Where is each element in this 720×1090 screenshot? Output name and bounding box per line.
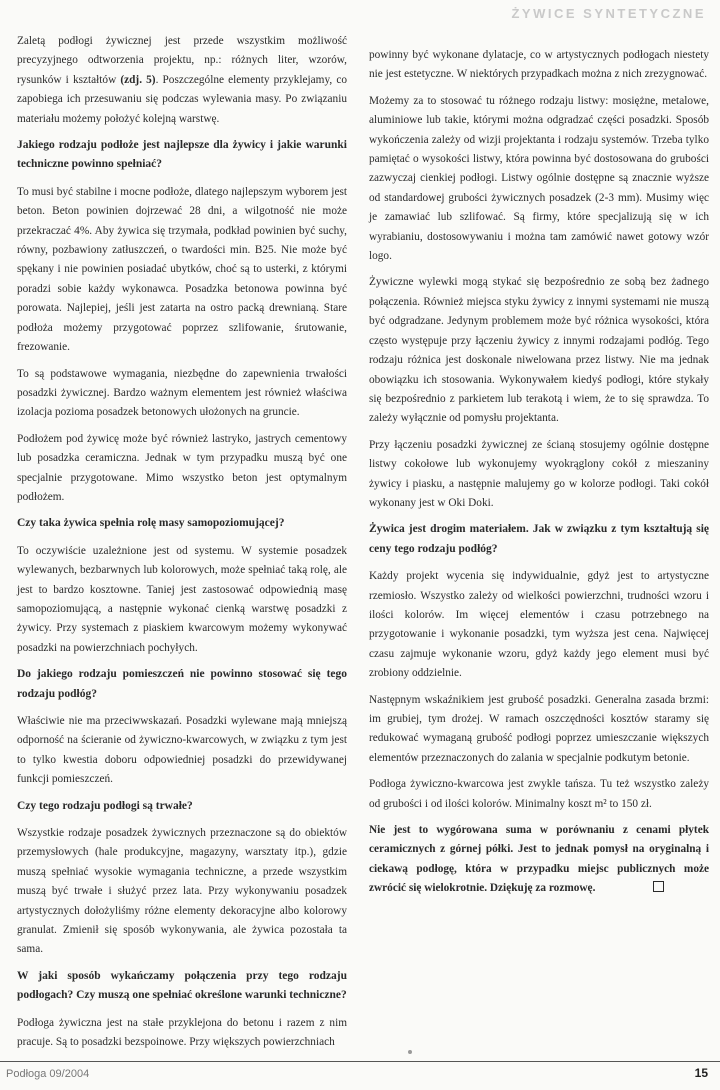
paragraph: Przy łączeniu posadzki żywicznej ze ścianą stosujemy ogólnie dostępne listwy cokołowe lub wykonujemy wyokrąglony cokół z mieszaniny żywicy i piasku, a następnie malujemy go w kolorze podłogi. Taki cokół wykonany jest w Oki Doki. <box>369 438 709 509</box>
question-heading: Żywica jest drogim materiałem. Jak w związku z tym kształtują się ceny tego rodzaju podłóg? <box>369 523 709 555</box>
end-of-article-icon <box>653 881 664 892</box>
footer-divider <box>0 1061 720 1062</box>
text-run: Nie jest to wygórowana suma w porównaniu z cenami płytek ceramicznych z górnej półki. Jest to jednak pomysł na oryginalną i ciekawą podłogę, która w przypadku miejsc publicznych może zwrócić się wielokrotnie. Dziękuję za rozmowę. <box>369 824 709 895</box>
decorative-dot <box>408 1050 412 1054</box>
paragraph: Następnym wskaźnikiem jest grubość posadzki. Generalna zasada brzmi: im grubiej, tym drożej. W ramach oszczędności kosztów staramy się redukować wymaganą grubość podłogi poprzez umieszczanie większych elementów przeznaczonych do zalania w specjalnie podkutym betonie. <box>369 693 709 764</box>
photo-reference: (zdj. 5) <box>120 73 156 86</box>
paragraph: To są podstawowe wymagania, niezbędne do zapewnienia trwałości posadzki żywicznej. Bardzo ważnym elementem jest również właściwa izolacja pozioma posadzek betonowych ułożonych na gruncie. <box>17 367 347 419</box>
paragraph <box>17 32 347 129</box>
paragraph: powinny być wykonane dylatacje, co w artystycznych podłogach niestety nie jest estetyczne. W niektórych przypadkach można z nich zrezygnować. <box>369 49 709 81</box>
page-number: 15 <box>694 1066 708 1080</box>
text-run: . Poszczególne elementy przyklejamy, co zapobiega ich przesuwaniu się podczas wylewania masy. Po związaniu materiału możemy położyć kolejną warstwę. <box>17 73 347 125</box>
closing-paragraph <box>369 821 709 899</box>
question-heading: Do jakiego rodzaju pomieszczeń nie powinno stosować się tego rodzaju podłóg? <box>17 668 347 700</box>
paragraph: Podłoga żywiczna jest na stałe przyklejona do betonu i razem z nim pracuje. Są to posadzki bezspoinowe. Przy większych powierzchniach <box>17 1016 347 1049</box>
question-heading: W jaki sposób wykańczamy połączenia przy tego rodzaju podłogach? Czy muszą one spełniać określone warunki techniczne? <box>17 969 347 1002</box>
paragraph: Właściwie nie ma przeciwwskazań. Posadzki wylewane mają mniejszą odporność na ścieranie od żywiczno-kwarcowych, w związku z tym jest to tylko kwestia doboru odpowiedniej posadzki do przewidywanej funkcji pomieszczeń. <box>17 715 347 786</box>
paragraph: Podłoga żywiczno-kwarcowa jest zwykle tańsza. Tu też wszystko zależy od grubości i od ilości kolorów. Minimalny koszt m² to 150 zł. <box>369 778 709 810</box>
right-column <box>369 46 709 906</box>
question-heading: Czy taka żywica spełnia rolę masy samopoziomującej? <box>17 517 285 530</box>
paragraph: Żywiczne wylewki mogą stykać się bezpośrednio ze sobą bez żadnego połączenia. Również miejsca styku żywicy z innymi systemami nie muszą być odgradzane. Jedynym problemem może być różnica wysokości, która często występuje przy łączeniu żywicy z innymi rodzajami podłóg. Tego rodzaju różnica jest doskonale niwelowana przez listwy. Nie ma jednak obowiązku ich stosowania. Wykonywałem kiedyś podłogi, które stykały się bezpośrednio z parkietem lub terakotą i wiem, że to się sprawdza. To zależy wyłącznie od pomysłu projektanta. <box>369 276 709 425</box>
paragraph: Każdy projekt wycenia się indywidualnie, gdyż jest to artystyczne rzemiosło. Wszystko zależy od wielkości powierzchni, trudności wzoru i ilości kolorów. Im więcej elementów i czasu potrzebnego na przygotowanie i wykonanie posadzki, tym wyższa jest cena. Najwięcej czasu zajmuje wykonanie wzoru, gdyż każdy jego element musi być zrobiony oddzielnie. <box>369 570 709 680</box>
paragraph: Wszystkie rodzaje posadzek żywicznych przeznaczone są do obiektów przemysłowych (hale produkcyjne, magazyny, warsztaty itp.), gdzie muszą spełniać wysokie wymagania techniczne, a przede wszystkim muszą być trwałe i służyć przez lata. Przy wykonywaniu posadzek artystycznych dołożyliśmy różne elementy dekoracyjne albo kolorowy granulat. Zmienił się sposób wykonywania, ale żywica pozostała ta sama. <box>17 827 347 956</box>
paragraph: Możemy za to stosować tu różnego rodzaju listwy: mosiężne, metalowe, aluminiowe lub takie, którymi można odgradzać części posadzki. Sposób wykończenia zależy od wizji projektanta i rodzaju systemów. Trzeba tylko pamiętać o wysokości listwy, która powinna być dostosowana do grubości zazwyczaj cienkiej podłogi. Listwy ogólnie dostępne są znacznie wyższe od standardowej grubości żywicznych posadzek (2-3 mm). Musimy więc je zamawiać lub szlifować. Są firmy, które specjalizują się w ich wyrabianiu, dostosowywaniu i można tam zamówić nawet gotowy wzór logo. <box>369 94 709 263</box>
paragraph: To oczywiście uzależnione jest od systemu. W systemie posadzek wylewanych, bezbarwnych lub kolorowych, może spełniać taką rolę, ale jest to bardzo kosztowne. Taniej jest zastosować odpowiednią masę samopoziomującą, a następnie wykonać cienką warstwę posadzki z żywicy. Przy systemach z piaskiem kwarcowym możemy wykonywać posadzki na powierzchniach pochyłych. <box>17 544 347 654</box>
section-header: ŻYWICE SYNTETYCZNE <box>511 6 706 21</box>
question-heading: Czy tego rodzaju podłogi są trwałe? <box>17 799 193 812</box>
issue-label: Podłoga 09/2004 <box>6 1068 90 1080</box>
paragraph: Podłożem pod żywicę może być również lastryko, jastrych cementowy lub posadzka ceramiczna. Jednak w tym przypadku muszą być one specjalnie przygotowane. Mimo wszystko beton jest optymalnym podłożem. <box>17 432 347 503</box>
left-column <box>17 32 347 1060</box>
question-heading: Jakiego rodzaju podłoże jest najlepsze dla żywicy i jakie warunki techniczne powinno spełniać? <box>17 139 347 171</box>
paragraph: To musi być stabilne i mocne podłoże, dlatego najlepszym wyborem jest beton. Beton powinien dojrzewać 28 dni, a wilgotność nie może przekraczać 4%. Aby żywica się trzymała, podkład powinien być suchy, równy, pozbawiony zatłuszczeń, o twardości min. B25. Nie może być spękany i nie powinien posiadać ubytków, choć są to usterki, z którymi poradzi sobie każdy wykonawca. Posadzka betonowa powinna być porowata. Najlepiej, jeśli jest zatarta na ostro packą drewnianą. Stare podłoża możemy przygotować poprzez szlifowanie, śrutowanie, frezowanie. <box>17 185 347 354</box>
text-run: Zaletą podłogi żywicznej jest przede wszystkim możliwość precyzyjnego odtworzenia projektu, np.: różnych liter, wzorów, rysunków i kształtów <box>17 35 347 86</box>
